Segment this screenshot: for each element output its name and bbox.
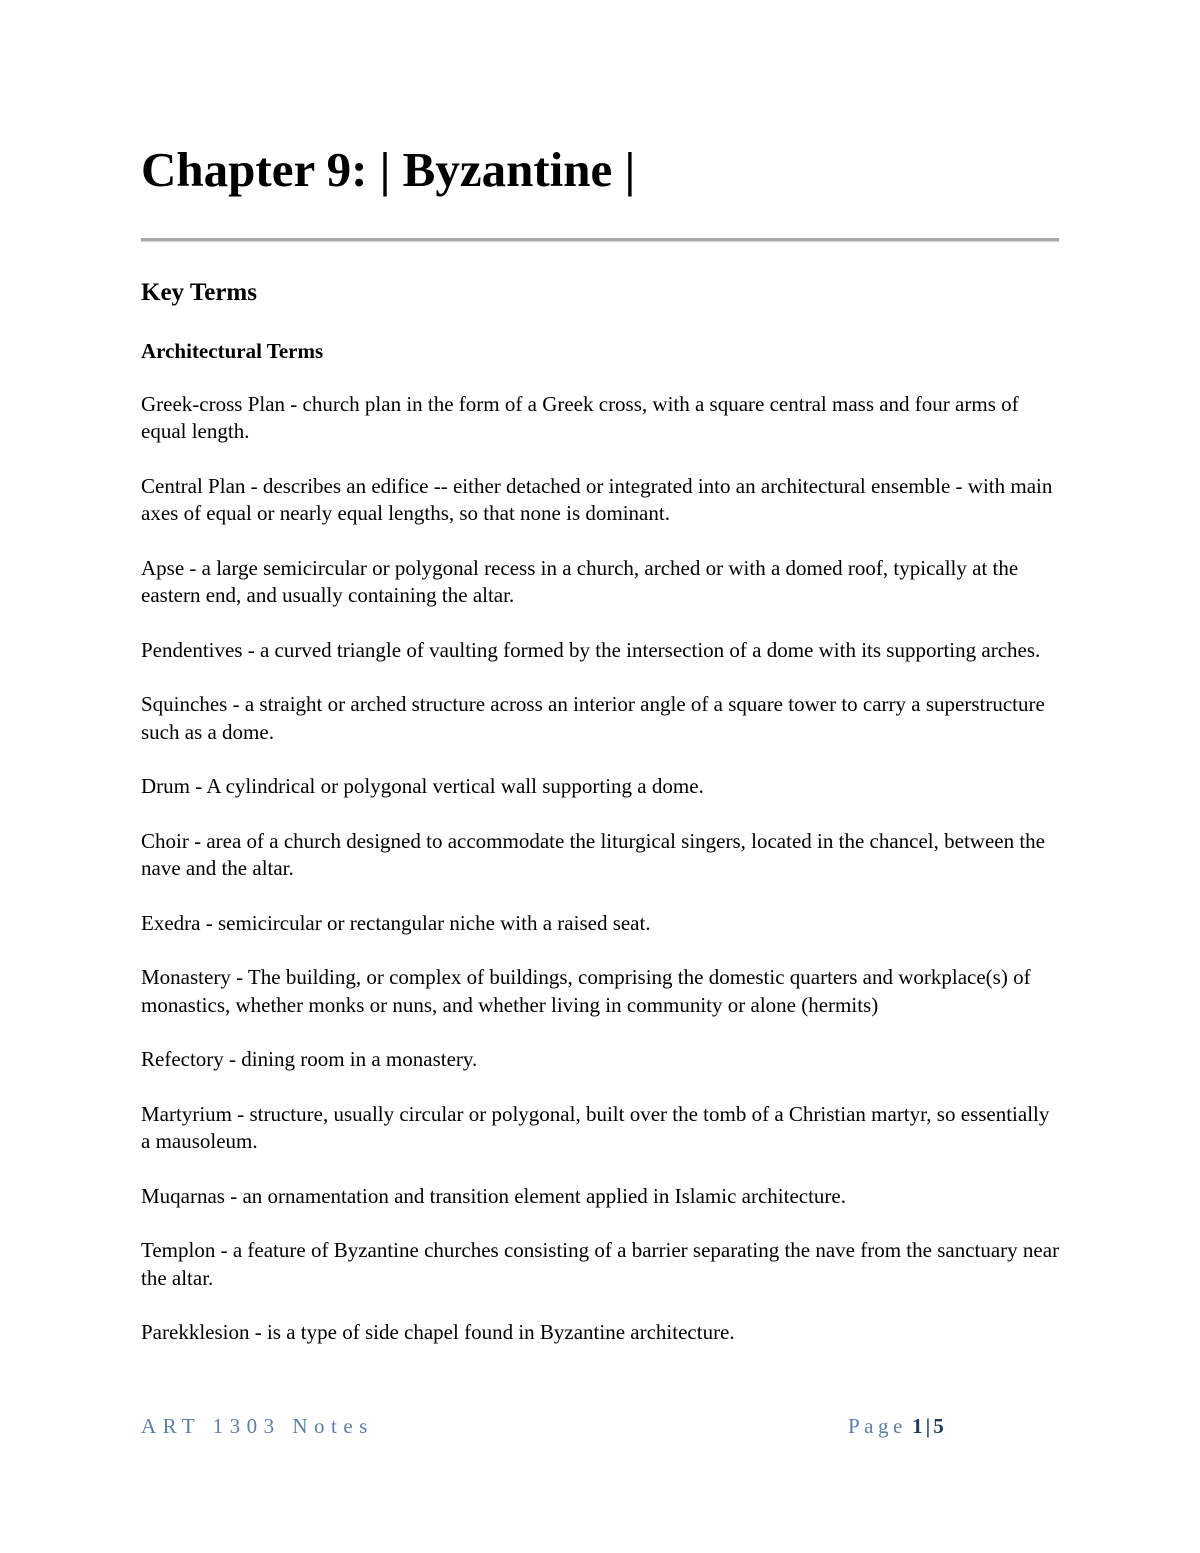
total-page-count: 5 (933, 1414, 944, 1438)
terms-list (141, 391, 1061, 1374)
term-martyrium: Martyrium - structure, usually circular or polygonal, built over the tomb of a Christian martyr, so essentially a mausoleum. (141, 1101, 1050, 1154)
footer-page-number (848, 1413, 944, 1439)
key-terms-heading: Key Terms (141, 279, 257, 306)
architectural-terms-subheading: Architectural Terms (141, 339, 324, 363)
term-muqarnas: Muqarnas - an ornamentation and transition element applied in Islamic architecture. (141, 1183, 846, 1208)
term-exedra: Exedra - semicircular or rectangular niche with a raised seat. (141, 910, 651, 935)
term-greek-cross-plan: Greek-cross Plan - church plan in the form of a Greek cross, with a square central mass and four arms of equal length. (141, 392, 1019, 444)
footer-course-notes: ART 1303 Notes (141, 1414, 374, 1438)
term-choir: Choir - area of a church designed to accommodate the liturgical singers, located in the chancel, between the nave and the altar. (141, 828, 1046, 881)
page-label: Page (848, 1414, 907, 1438)
term-squinches: Squinches - a straight or arched structure across an interior angle of a square tower to carry a superstructure such as a dome. (141, 692, 1045, 744)
term-drum: Drum - A cylindrical or polygonal vertical wall supporting a dome. (141, 774, 704, 799)
current-page-number: 1 (912, 1414, 923, 1438)
term-pendentives: Pendentives - a curved triangle of vaulting formed by the intersection of a dome with its supporting arches. (141, 637, 1041, 662)
term-monastery: Monastery - The building, or complex of buildings, comprising the domestic quarters and workplace(s) of monastics, whether monks or nuns, and whether living in community or alone (hermits) (141, 965, 1031, 1017)
term-refectory: Refectory - dining room in a monastery. (141, 1047, 478, 1072)
term-central-plan: Central Plan - describes an edifice -- either detached or integrated into an architectural ensemble - with main axes of equal or nearly equal lengths, so that none is dominant. (141, 473, 1053, 526)
chapter-title: Chapter 9: | Byzantine | (141, 142, 636, 197)
term-apse: Apse - a large semicircular or polygonal recess in a church, arched or with a domed roof, typically at the eastern end, and usually containing the altar. (141, 555, 1019, 608)
title-divider (141, 238, 1059, 241)
term-templon: Templon - a feature of Byzantine churches consisting of a barrier separating the nave from the sanctuary near the altar. (141, 1238, 1060, 1290)
term-parekklesion: Parekklesion - is a type of side chapel found in Byzantine architecture. (141, 1320, 735, 1345)
page-separator: | (925, 1414, 931, 1438)
